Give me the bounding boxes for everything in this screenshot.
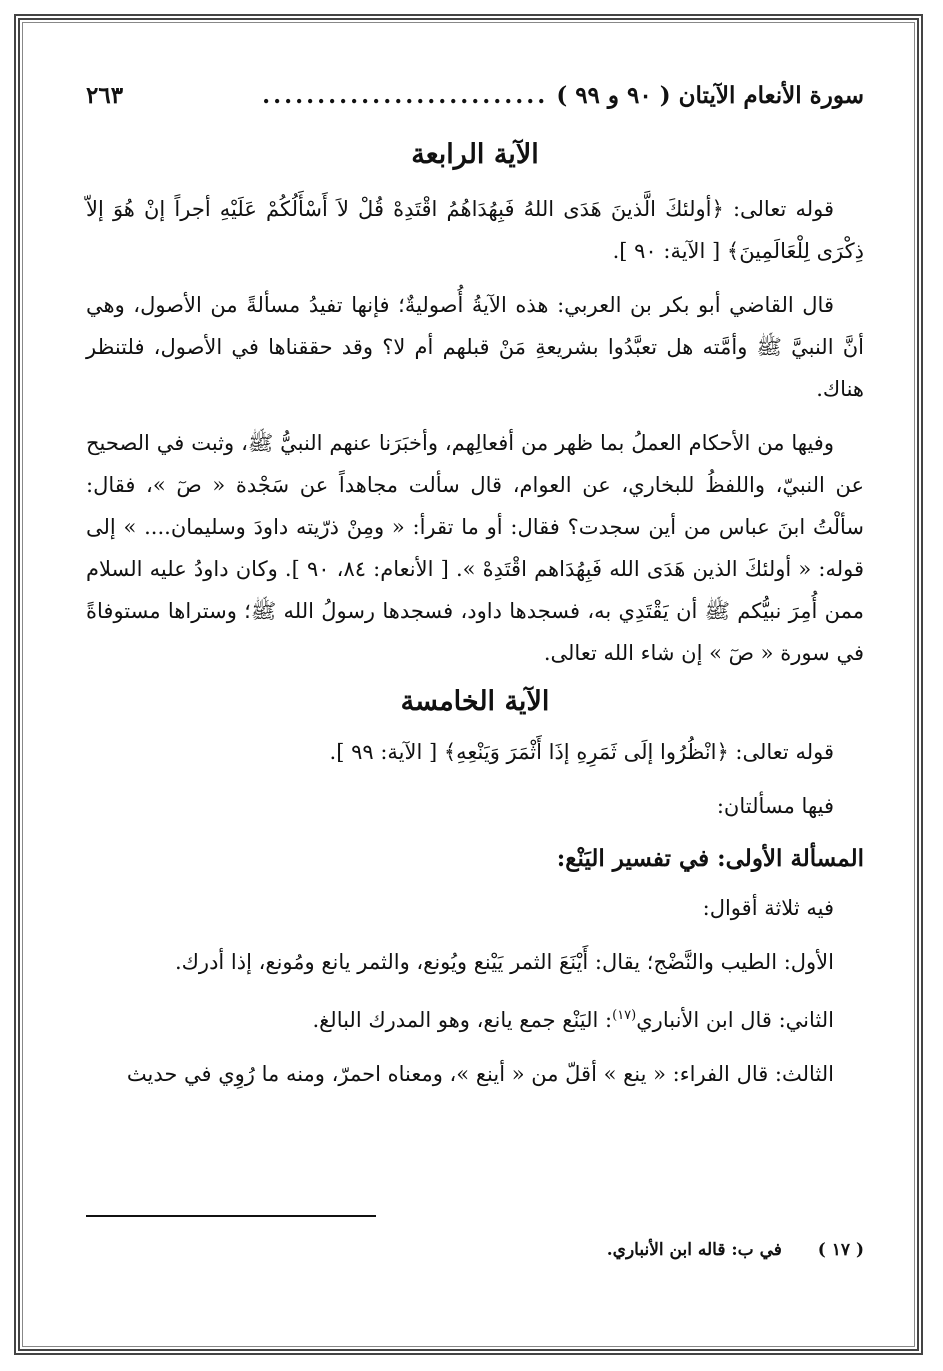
header-dots: ..........................: [262, 82, 549, 109]
paragraph: وفيها من الأحكام العملُ بما ظهر من أفعالِهم، وأخبَرَنا عنهم النبيُّ ﷺ، وثبت في الصحيح عن النبيّ، واللفظُ للبخاري، عن العوام، قال سألت مجاهداً عن سَجْدة « صٓ »، فقال: سألْتُ ابنَ عباس من أين سجدت؟ فقال: أو ما تقرأ: « ومِنْ ذرّيته داودَ وسليمان.... » إلى قوله: « أولئكَ الذين هَدَى الله فَبِهُدَاهم اقْتَدِهْ ». [ الأنعام: ٨٤، ٩٠ ]. وكان داودُ عليه السلام ممن أُمِرَ نبيُّكم ﷺ أن يَقْتَدِي به، فسجدها داود، فسجدها رسولُ الله ﷺ؛ وستراها مستوفاةً في سورة « صٓ » إن شاء الله تعالى.: [86, 431, 865, 665]
paragraph: قوله تعالى: ﴿انْظُرُوا إلَى ثَمَرِهِ إذَا أَثْمَرَ وَيَنْعِهِ﴾ [ الآية: ٩٩ ].: [329, 740, 834, 764]
footnote-divider: [86, 1215, 376, 1217]
footnote-marker: (١٧): [612, 1008, 637, 1023]
paragraph: [86, 995, 864, 1041]
footnote: [607, 1240, 864, 1260]
footnote-number: ( ١٧ ): [817, 1240, 864, 1260]
running-header: [86, 70, 864, 109]
section-heading-5: الآية الخامسة: [400, 686, 550, 717]
paragraph: الأول: الطيب والنَّضْج؛ يقال: أَيْنَعَ الثمر يَيْنع ويُونع، والثمر يانع ومُونع، إذا أدرك.: [174, 950, 834, 974]
text-span: : اليَنْع جمع يانع، وهو المدرك البالغ.: [312, 1008, 613, 1032]
paragraph: فيها مسألتان:: [716, 794, 834, 818]
paragraph: قوله تعالى: ﴿أولئكَ الَّذينَ هَدَى اللهُ فَبِهُدَاهُمُ اقْتَدِهْ قُلْ لاَ أَسْأَلُكُمْ عَلَيْهِ أجراً إنْ هُوَ إلاّ ذِكْرَى لِلْعَالَمِينَ﴾ [ الآية: ٩٠ ].: [86, 197, 864, 263]
footnote-text: في ب: قاله ابن الأنباري.: [606, 1240, 782, 1260]
paragraph: قال القاضي أبو بكر بن العربي: هذه الآيةُ أُصوليةٌ؛ فإنها تفيدُ مسألةً من الأصول، وهي أنَّ النبيَّ ﷺ وأمَّته هل تعبَّدُوا بشريعةِ مَنْ قبلهم أم لا؟ وقد حققناها في الأصول، فلتنظر هناك.: [86, 293, 864, 401]
paragraph: الثالث: قال الفراء: « ينع » أقلّ من « أينع »، ومعناه احمرّ، ومنه ما رُوِي في حديث: [126, 1062, 834, 1086]
section-heading-4: الآية الرابعة: [411, 139, 539, 170]
header-title: سورة الأنعام الآيتان ( ٩٠ و ٩٩ ): [556, 82, 864, 109]
page-number: ٢٦٣: [86, 82, 124, 109]
paragraph: فيه ثلاثة أقوال:: [702, 896, 834, 920]
text-span: الثاني: قال ابن الأنباري: [636, 1008, 834, 1032]
book-page: [86, 70, 864, 1330]
issue-heading: المسألة الأولى: في تفسير اليَنْع:: [556, 845, 864, 872]
